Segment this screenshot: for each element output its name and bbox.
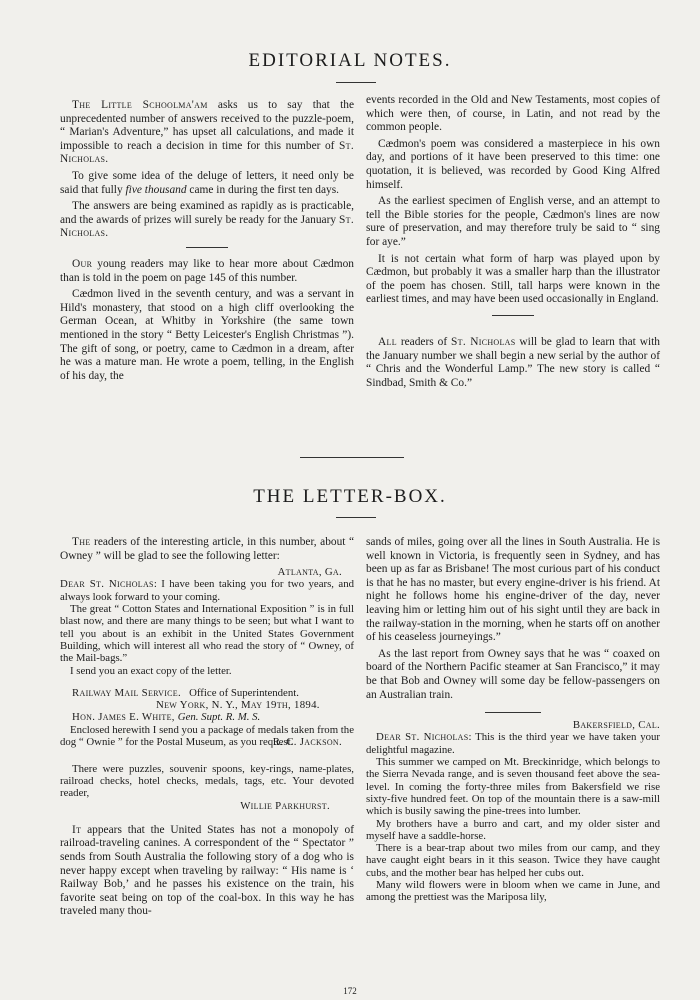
paragraph: The readers of the interesting article, in this number, about “ Owney ” will be glad to see the following letter: — [60, 536, 354, 562]
paragraph: As the last report from Owney says that he was “ coaxed on board of the Northern Pacific steamer at San Francisco,” it may be that Bob and Owney will some day be fellow-passengers on an Australian train. — [366, 647, 660, 701]
paragraph: Cædmon's poem was considered a masterpiece in his own day, and portions of it have been preserved to this time: one quotation, it is believed, was recorded by Good King Alfred himself. — [366, 137, 660, 191]
paragraph: As the earliest specimen of English verse, and an attempt to tell the Bible stories for the people, Cædmon's lines are now sure of preservation, and may therefore truly be said to “ sing for aye.” — [366, 195, 660, 248]
editorial-right-column — [366, 94, 660, 393]
paragraph: It is not certain what form of harp was played upon by Cædmon, but probably it was a smaller harp than the illustrator of the poem has chosen. Still, tall harps were known in the earliest times, and may have been used occasionally in England. — [366, 252, 660, 306]
addressee: Hon. James E. White, Gen. Supt. R. M. S. — [72, 711, 261, 724]
letter-salutation: Dear St. Nicholas: I have been taking you for two years, and always look forward to your coming. — [60, 578, 355, 603]
letter-paragraph: Enclosed herewith I send you a package of medals taken from the dog “ Ownie ” for the Postal Museum, as you request. — [60, 723, 354, 749]
editorial-title: EDITORIAL NOTES. — [248, 50, 452, 71]
paragraph: The answers are being examined as rapidly as is practicable, and the awards of prizes will surely be ready for the January St. Nicholas. — [60, 200, 354, 240]
letter-paragraph: There were puzzles, souvenir spoons, key-rings, name-plates, railroad checks, hotel checks, medals, tags, etc. Your devoted reader, — [60, 762, 354, 800]
letter-paragraph: There is a bear-trap about two miles from our camp, and they have caught eight bears in it this season. Twice they have caught cubs, and the mother bear has helped her cubs out. — [366, 842, 660, 879]
section-divider — [492, 315, 534, 316]
paragraph: events recorded in the Old and New Testaments, most copies of which were then, of course, in Latin, and not read by the common people. — [366, 94, 660, 134]
railway-mail-date: New York, N. Y., May 19th, 1894. — [156, 699, 320, 712]
owney-letter — [60, 566, 354, 812]
paragraph: All readers of St. Nicholas will be glad to learn that with the January number we shall begin a new serial by the author of “ Chris and the Wonderful Lamp.” The new story is called “ Sindbad, Smith & Co.” — [366, 335, 660, 389]
page-number: 172 — [343, 986, 357, 996]
letterbox-left-column — [60, 536, 354, 922]
letter-paragraph: The great “ Cotton States and International Exposition ” is in full blast now, and there are many things to be seen; but what I want to tell you about is an exhibit in the United States Government Building, which will interest all who read the story of “ Owney, of the Mail-bags.” — [60, 603, 354, 665]
railway-mail-line: Railway Mail Service. Office of Superintendent. — [72, 686, 299, 699]
letter-paragraph: I send you an exact copy of the letter. — [70, 664, 232, 677]
signature-parkhurst: Willie Parkhurst. — [240, 799, 330, 812]
letter-paragraph: My brothers have a burro and cart, and my older sister and myself have a saddle-horse. — [366, 817, 660, 842]
editorial-left-column — [60, 99, 354, 386]
paragraph: To give some idea of the deluge of letters, it need only be said that fully five thousand came in during the first ten days. — [60, 169, 354, 196]
section-divider — [186, 247, 228, 248]
signature-jackson: R. C. Jackson. — [272, 736, 342, 749]
letter-paragraph: This summer we camped on Mt. Breckinridge, which belongs to the Sierra Nevada range, and is seven thousand feet above the sea-level. In coming the forty-three miles from Bakersfield we rise sixty-five hundred feet. On top of the mountain there is a saw-mill which is busily sawing the pine-trees into lumber. — [366, 756, 660, 818]
paragraph: sands of miles, going over all the lines in South Australia. He is well known in Victoria, is frequently seen in Sydney, and has been up as far as Brisbane! The most curious part of his conduct is that he has no master, but every engine-driver is his friend. At night he follows home his engine-driver of the day, never leaving him or letting him out of his sight until they are back in the railway-station in the morning, when he starts off on another of his ceaseless journeyings.” — [366, 536, 660, 644]
paragraph: It appears that the United States has not a monopoly of railroad-traveling canines. A correspondent of the “ Spectator ” sends from South Australia the following story of a dog who is never happy except when traveling by railway: “ His name is ‘ Railway Bob,’ and he passes his existence on the train, his favorite seat being on top of the coal-box. In this way he has traveled many thou- — [60, 823, 354, 918]
section-break-rule — [300, 457, 404, 458]
paragraph: The Little Schoolma'am asks us to say that the unprecedented number of answers received to the puzzle-poem, “ Marian's Adventure,” has upset all calculations, and made it impossible to reach a decision in time for this number of St. Nicholas. — [60, 99, 354, 166]
paragraph: Cædmon lived in the seventh century, and was a servant in Hild's monastery, that stood on a high cliff overlooking the German Ocean, at Whitby in Yorkshire (the same town mentioned in the story “ Betty Leicester's English Christmas ”). The gift of song, or poetry, came to Cædmon in a dream, after he was a mature man. He wrote a poem, telling, in the English of his day, the — [60, 288, 354, 382]
letter-place: Atlanta, Ga. — [277, 566, 342, 579]
paragraph: Our young readers may like to hear more about Cædmon than is told in the poem on page 145 of this number. — [60, 257, 354, 284]
title-rule — [336, 517, 376, 518]
letterbox-right-column — [366, 536, 660, 904]
letter-place: Bakersfield, Cal. — [572, 719, 660, 732]
section-divider — [485, 712, 541, 713]
letterbox-title: THE LETTER-BOX. — [253, 486, 447, 507]
letter-paragraph: Many wild flowers were in bloom when we came in June, and among the prettiest was the Mariposa lily, — [366, 878, 660, 904]
letter-salutation: Dear St. Nicholas: This is the third year we have taken your delightful magazine. — [366, 731, 661, 756]
bakersfield-letter — [366, 719, 660, 903]
title-rule — [336, 82, 376, 83]
